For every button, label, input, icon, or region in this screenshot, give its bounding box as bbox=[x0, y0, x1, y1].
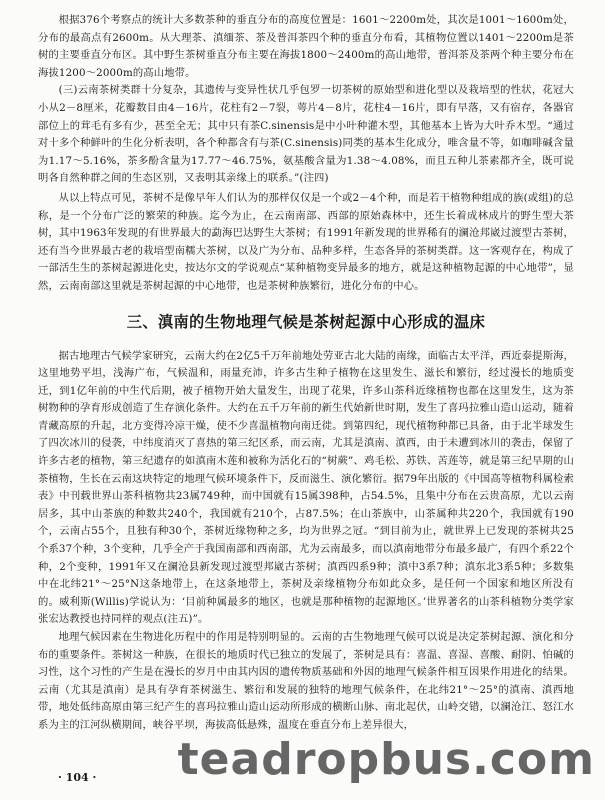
paragraph-origin-center: 从以上特点可见，茶树不是像早年人们认为的那样仅仅是一个或2－4个种，而是若干植物种组成的族(或组)的总称，是一个分布广泛的繁荣的种族。迄今为止，在云南南部、西部的原始森林中，还生长着成林成片的野生型大茶树，其中1963年发现的有世界最大的勐海巴达野生大茶树；有1991年新发现的世界稀有的澜沧邦崴过渡型古茶树，还有当今世界最古老的栽培型南糯大茶树，以及广为分布、品种多样，生态各异的茶树类群。这一客观存在，构成了一部活生生的茶树起源进化史，按达尔文的学说观点“某种植物变异最多的地方，就是这种植物起源的中心地带”，显然，云南南部这里就是茶树起源的中心地带，也是茶树种族繁衍，进化分布的中心。 bbox=[38, 191, 574, 292]
paragraph-climate-factors: 地理气候因素在生物进化历程中的作用是特别明显的。云南的古生物地理气候可以说是决定茶树起源、演化和分布的重要条件。茶树这一种族，在很长的地质时代已独立的发展了，茶树是具有：喜温、喜湿、喜酸、耐阴、怕碱的习性，这个习性的产生是在漫长的岁月中由其内因的遗传物质基础和外因的地理气候条件相互因果作用进化的结果。云南（尤其是滇南）是具有孕育茶树滋生、繁衍和发展的独特的地理气候条件，在北纬21°～25°的滇南、滇西地带，地处低纬高原由第三纪产生的喜玛拉雅山造山运动所形成的横断山脉、南北起伏，山岭交错，以澜沧江、怒江水系为主的江河纵横期间，峡谷平坝，海拔高低悬殊，温度在垂直分布上差异很大， bbox=[38, 631, 574, 731]
watermark-text: teadropbus.com bbox=[177, 734, 595, 785]
paragraph-paleogeography: 据古地理古气候学家研究，云南大约在2亿5千万年前地处劳亚古北大陆的南缘，面临古太平洋，西近泰提斯海，这里地势平坦，浅海广布，气候温和，雨量充沛，许多古生种子植物在这里发生、滋长和繁衍，经过漫长的地质变迁，到1亿年前的中生代后期，被子植物开始大量发生，出现了花果，许多山茶科近缘植物也都在这里发生，这为茶树物种的孕育形成创造了生存演化条件。大约在五千万年前的新生代始新世时期，发生了喜玛拉雅山造山运动，随着青藏高原的升起，北方变得冷凉干燥，使不少喜温植物向南迁徙。到第四纪，现代植物种都已具备，由于北半球发生了四次冰川的侵袭，中纬度消灭了喜热的第三纪区系，而云南，尤其是滇南、滇西，由于未遭到冰川的袭击，保留了许多古老的植物，第三纪遗存的如滇南木莲和被称为活化石的“树蕨”、鸡毛松、苏铁、苦莲等，就是第三纪早期的山茶植物，生长在云南这块特定的地理气候环境条件下，反而滋生、演化繁衍。据79年出版的《中国高等植物科属检索表》中刊载世界山茶科植物共23属749种，而中国就有15属398种，占54.5%，且集中分布在云贵高原，尤以云南居多，其中山茶族的种数共240个，我国就有210个，占87.5%；在山茶族中，山茶属种共220个，我国就有190个，云南占55个，且独有种30个，茶树近缘物种之多，均为世界之冠。“到目前为止，就世界上已发现的茶树共25个系37个种，3个变种，几乎全产于我国南部和西南部，尤为云南最多，而以滇南地带分布最多最广，有四个系22个种，2个变种，1991年又在澜沧县新发现过渡型邦崴古茶树；滇西四系9种；滇中3系7种；滇东北3系5种；多数集中在北纬21°～25°N这条地带上，在这条地带上，茶树及亲缘植物分布如此众多，是任何一个国家和地区所没有的。威利斯(Willis)学说认为：‘目前种属最多的地区，也就是那种植物的起源地区。’世界著名的山茶科植物分类学家张宏达教授也持同样的观点(注五)”。 bbox=[38, 349, 574, 626]
page-number: · 104 · bbox=[58, 771, 97, 784]
page-content bbox=[38, 12, 574, 735]
paragraph-tea-group-complexity: (三)云南茶树类群十分复杂，其遗传与变异性状几乎包罗一切茶树的原始型和进化型以及栽培型的性状，花冠大小从2－8厘米，花瓣数目由4－16片，花柱有2－7裂，萼片4－8片，花柱4－16片，即有早落，又有宿存，各器官部位上的茸毛有多有少，甚至全无；其中只有茶C.sinensis是中小叶种灌木型，其他基本上皆为大叶乔木型。“通过对十多个种鲜叶的生化分析表明，各个种都含有与茶(C.sinensis)同类的基本生化成分，唯含量不等，如咖啡碱含量为1.17～5.16%，茶多酚含量为17.77～46.75%，氨基酸含量为1.38～4.08%，而且五种儿茶素都齐全，既可说明各自然种群之间的生态区别，又表明其亲缘上的联系。”(注四) bbox=[38, 84, 574, 185]
paragraph-altitude-distribution: 根据376个考察点的统计大多数茶种的垂直分布的高度位置是：1601～2200m处，其次是1001～1600m处，分布的最高点有2600m。从大理茶、滇缅茶、茶及普洱茶四个种的垂直分布看，其植物位置以1401～2200m是茶树的主要垂直分布区。其中野生茶树垂直分布主要在海拔1800～2400m的高山地带，普洱茶及茶两个种主要分布在海拔1200～2000m的高山地带。 bbox=[38, 14, 574, 79]
section-title: 三、滇南的生物地理气候是茶树起源中心形成的温床 bbox=[126, 312, 486, 331]
